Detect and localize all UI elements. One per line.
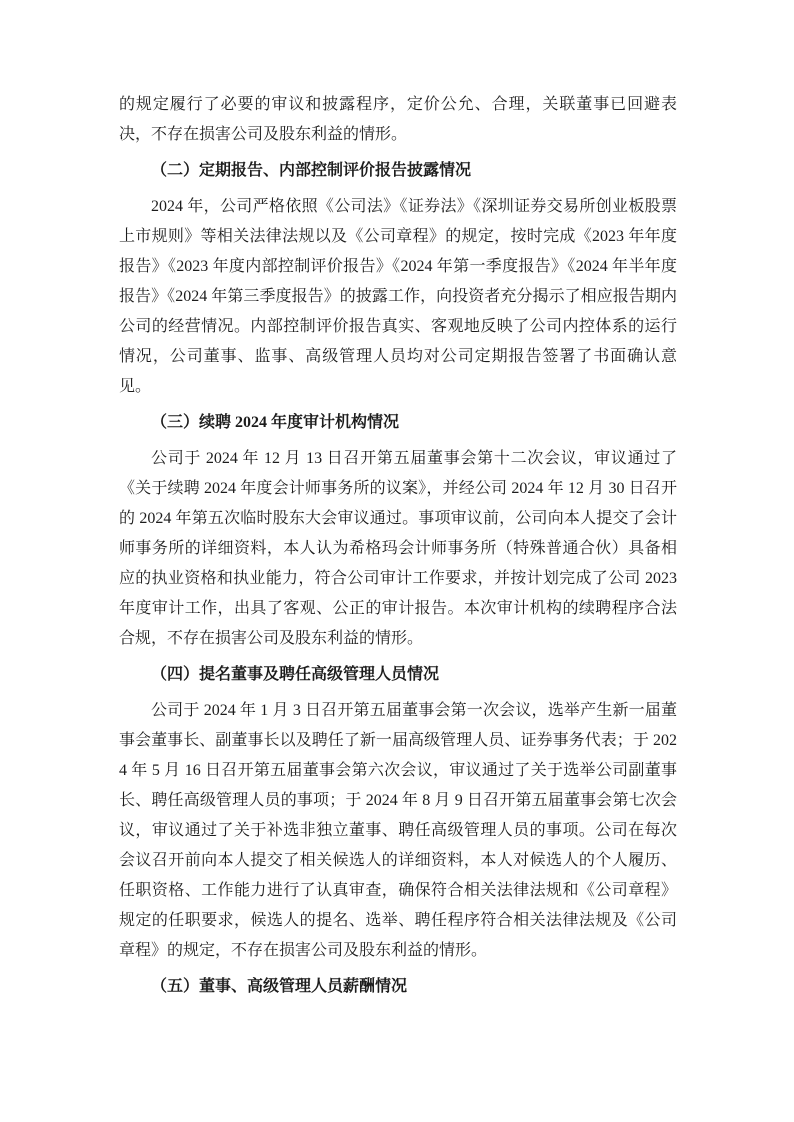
paragraph-audit-firm-renewal: 公司于 2024 年 12 月 13 日召开第五届董事会第十二次会议，审议通过了《关于续聘 2024 年度会计师事务所的议案》，并经公司 2024 年 12 月 30 日召开的 2024 年第五次临时股东大会审议通过。事项审议前，公司向本人提交了会计师事务所的详细资料，本人认为希格玛会计师事务所（特殊普通合伙）具备相应的执业资格和执业能力，符合公司审计工作要求，并按计划完成了公司 2023 年度审计工作，出具了客观、公正的审计报告。本次审计机构的续聘程序合法合规，不存在损害公司及股东利益的情形。 [119,450,677,647]
section-heading-4-director-nomination: （四）提名董事及聘任高级管理人员情况 [151,666,440,683]
section-heading-3-audit-firm-renewal: （三）续聘 2024 年度审计机构情况 [151,414,400,431]
paragraph-continuation: 的规定履行了必要的审议和披露程序，定价公允、合理，关联董事已回避表决，不存在损害公司及股东利益的情形。 [119,96,677,143]
section-heading-2-periodic-reports: （二）定期报告、内部控制评价报告披露情况 [151,162,472,179]
document-content [119,90,677,1008]
section-heading-5-executive-compensation: （五）董事、高级管理人员薪酬情况 [151,978,408,995]
paragraph-director-nomination: 公司于 2024 年 1 月 3 日召开第五届董事会第一次会议，选举产生新一届董事会董事长、副董事长以及聘任了新一届高级管理人员、证券事务代表；于 2024 年 5 月 16 日召开第五届董事会第六次会议，审议通过了关于选举公司副董事长、聘任高级管理人员的事项；于 2024 年 8 月 9 日召开第五届董事会第七次会议，审议通过了关于补选非独立董事、聘任高级管理人员的事项。公司在每次会议召开前向本人提交了相关候选人的详细资料，本人对候选人的个人履历、任职资格、工作能力进行了认真审查，确保符合相关法律法规和《公司章程》规定的任职要求，候选人的提名、选举、聘任程序符合相关法律法规及《公司章程》的规定，不存在损害公司及股东利益的情形。 [119,702,677,959]
paragraph-periodic-reports: 2024 年，公司严格依照《公司法》《证券法》《深圳证券交易所创业板股票上市规则》等相关法律法规以及《公司章程》的规定，按时完成《2023 年年度报告》《2023 年度内部控制评价报告》《2024 年第一季度报告》《2024 年半年度报告》《2024 年第三季度报告》的披露工作，向投资者充分揭示了相应报告期内公司的经营情况。内部控制评价报告真实、客观地反映了公司内控体系的运行情况，公司董事、监事、高级管理人员均对公司定期报告签署了书面确认意见。 [119,198,677,395]
